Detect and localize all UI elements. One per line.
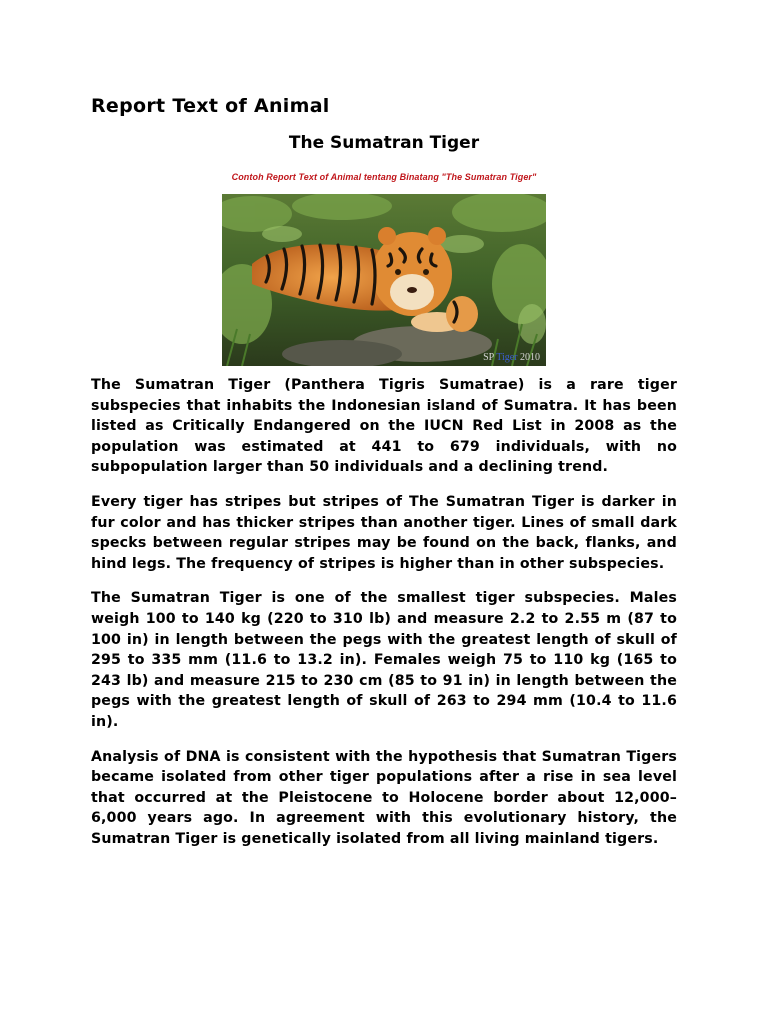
- document-title: The Sumatran Tiger: [288, 133, 480, 153]
- watermark-right: 2010: [520, 352, 540, 363]
- paragraph-dna: Analysis of DNA is consistent with the hypothesis that Sumatran Tigers became isolated from other tiger populations after a rise in sea level that occurred at the Pleistocene to Holocene border about 12,000–6,000 years ago. In agreement with this evolutionary history, the Sumatran Tiger is genetically isolated from all living mainland tigers.: [91, 748, 677, 847]
- paragraph-identification: The Sumatran Tiger (Panthera Tigris Sumatrae) is a rare tiger subspecies that inhabits the Indonesian island of Sumatra. It has been listed as Critically Endangered on the IUCN Red List in 2008 as the population was estimated at 441 to 679 individuals, with no subpopulation larger than 50 individuals and a declining trend.: [91, 377, 677, 476]
- watermark-left: SP: [483, 352, 494, 363]
- photo-watermark: [483, 352, 540, 363]
- tiger-photo: [222, 194, 546, 366]
- paragraph-stripes: Every tiger has stripes but stripes of The Sumatran Tiger is darker in fur color and has thicker stripes than another tiger. Lines of small dark specks between regular stripes may be found on the back, flanks, and hind legs. The frequency of stripes is higher than in other subspecies.: [91, 493, 677, 572]
- image-caption: Contoh Report Text of Animal tentang Binatang "The Sumatran Tiger": [231, 172, 537, 182]
- page-title: Report Text of Animal: [91, 95, 330, 117]
- watermark-mid: Tiger: [496, 352, 518, 363]
- paragraph-size: The Sumatran Tiger is one of the smallest tiger subspecies. Males weigh 100 to 140 kg (220 to 310 lb) and measure 2.2 to 2.55 m (87 to 100 in) in length between the pegs with the greatest length of skull of 295 to 335 mm (11.6 to 13.2 in). Females weigh 75 to 110 kg (165 to 243 lb) and measure 215 to 230 cm (85 to 91 in) in length between the pegs with the greatest length of skull of 263 to 294 mm (10.4 to 11.6 in).: [91, 590, 677, 730]
- tiger-illustration: [222, 194, 546, 366]
- report-body: [91, 375, 677, 863]
